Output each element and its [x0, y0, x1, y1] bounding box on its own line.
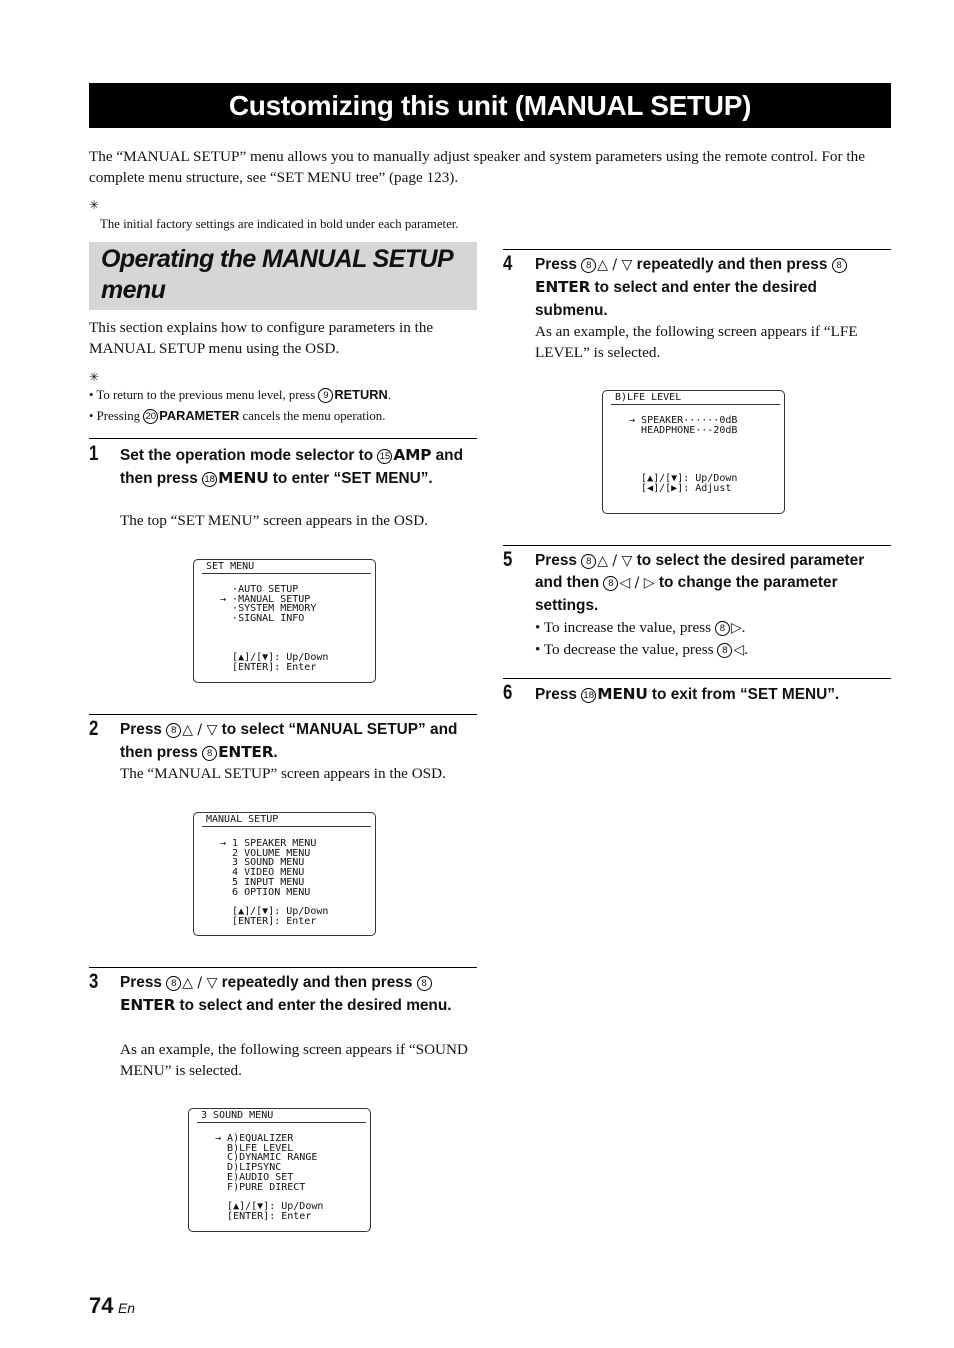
- button-number-badge: 8: [717, 643, 732, 658]
- step-number: 2: [89, 717, 99, 740]
- button-number-badge: 15: [377, 449, 392, 464]
- step-number: 5: [503, 548, 513, 571]
- tip-parameter: • Pressing 20 PARAMETER cancels the menu operation.: [89, 407, 386, 423]
- button-number-badge: 20: [143, 409, 158, 424]
- parameter-key-label: PARAMETER: [159, 407, 240, 423]
- increase-value-bullet: • To increase the value, press 8 ▷.: [535, 619, 746, 636]
- step-divider: [503, 249, 891, 250]
- button-number-badge: 8: [581, 554, 596, 569]
- button-number-badge: 8: [166, 723, 181, 738]
- step-divider: [503, 678, 891, 679]
- step-4-instruction: Press 8 △ / ▽ repeatedly and then press 8ENTER to select and enter the desired submenu.: [535, 254, 891, 322]
- section-heading: [89, 242, 477, 310]
- step-6-instruction: Press 18 MENU to exit from “SET MENU”.: [535, 685, 840, 703]
- step-divider: [89, 967, 477, 968]
- button-number-badge: 8: [166, 976, 181, 991]
- step-1-description: The top “SET MENU” screen appears in the OSD.: [120, 512, 429, 529]
- factory-settings-note: The initial factory settings are indicated in bold under each parameter.: [100, 217, 459, 231]
- up-down-arrows: △ / ▽: [182, 975, 218, 991]
- button-number-badge: 8: [417, 976, 432, 991]
- osd-title: B)LFE LEVEL: [611, 391, 780, 405]
- intro-paragraph: The “MANUAL SETUP” menu allows you to manually adjust speaker and system parameters using the remote control. For the complete menu structure, see “SET MENU tree” (page 123).: [89, 148, 865, 186]
- osd-title: SET MENU: [202, 560, 371, 574]
- osd-menu-lines: ·AUTO SETUP → ·MANUAL SETUP ·SYSTEM MEMORY ·SIGNAL INFO [▲]/[▼]: Up/Down [ENTER]: Enter: [220, 584, 329, 673]
- osd-screen-sound-menu: [188, 1108, 371, 1232]
- osd-menu-lines: → SPEAKER······0dB HEADPHONE··-20dB [▲]/[▼]: Up/Down [◀]/[▶]: Adjust: [629, 415, 738, 494]
- menu-key-label: MENU: [218, 469, 269, 488]
- page-title: Customizing this unit (MANUAL SETUP): [89, 83, 891, 128]
- enter-key-label: ENTER: [535, 278, 591, 297]
- up-down-arrows: △ / ▽: [597, 257, 633, 273]
- button-number-badge: 18: [202, 472, 217, 487]
- osd-title: MANUAL SETUP: [202, 813, 371, 827]
- step-divider: [503, 545, 891, 546]
- osd-screen-manual-setup: [193, 812, 376, 936]
- return-key-label: RETURN: [334, 387, 388, 402]
- left-arrow-icon: ◁: [733, 642, 745, 658]
- section-intro: This section explains how to configure parameters in the MANUAL SETUP menu using the OSD.: [89, 319, 434, 357]
- button-number-badge: 8: [581, 258, 596, 273]
- left-right-arrows: ◁ / ▷: [619, 575, 655, 592]
- up-down-arrows: △ / ▽: [597, 553, 633, 569]
- step-1-instruction: Set the operation mode selector to 15 AMP and then press 18 MENU to enter “SET MENU”.: [120, 446, 463, 488]
- button-number-badge: 9: [318, 388, 333, 403]
- button-number-badge: 8: [202, 746, 217, 761]
- step-divider: [89, 438, 477, 439]
- page-number: 74: [89, 1293, 114, 1318]
- step-2-instruction: Press 8 △ / ▽ to select “MANUAL SETUP” and then press 8 ENTER.: [120, 721, 458, 762]
- button-number-badge: 18: [581, 688, 596, 703]
- step-3-description: As an example, the following screen appears if “SOUND MENU” is selected.: [120, 1041, 468, 1079]
- osd-screen-set-menu: [193, 559, 376, 683]
- page-footer: [89, 1293, 135, 1319]
- section-title: Operating the MANUAL SETUP menu: [101, 245, 453, 304]
- menu-key-label: MENU: [597, 685, 648, 703]
- amp-key-label: AMP: [393, 446, 432, 464]
- decrease-value-bullet: • To decrease the value, press 8 ◁.: [535, 641, 748, 658]
- osd-screen-lfe-level: [602, 390, 785, 514]
- osd-menu-lines: → 1 SPEAKER MENU 2 VOLUME MENU 3 SOUND MENU 4 VIDEO MENU 5 INPUT MENU 6 OPTION MENU [▲]/[▼]: Up/Down [ENTER]: Enter: [220, 838, 329, 927]
- button-number-badge: 8: [832, 258, 847, 273]
- osd-title: 3 SOUND MENU: [197, 1109, 366, 1123]
- button-number-badge: 8: [603, 576, 618, 591]
- step-5-instruction: Press 8 △ / ▽ to select the desired parameter and then 8 ◁ / ▷ to change the parameter settings.: [535, 552, 865, 614]
- step-number: 3: [89, 970, 99, 993]
- language-code: En: [117, 1300, 136, 1316]
- step-number: 1: [89, 442, 99, 465]
- enter-key-label: ENTER: [218, 743, 274, 762]
- tips-list: [89, 385, 479, 426]
- step-4-description: As an example, the following screen appears if “LFE LEVEL” is selected.: [535, 323, 858, 361]
- enter-key-label: ENTER: [120, 996, 176, 1015]
- step-number: 4: [503, 252, 513, 275]
- tip-lightbulb-icon: ✳: [89, 198, 100, 212]
- tip-lightbulb-icon: ✳: [89, 370, 100, 384]
- right-arrow-icon: ▷: [730, 620, 742, 636]
- step-2-description: The “MANUAL SETUP” screen appears in the OSD.: [120, 765, 446, 782]
- osd-menu-lines: → A)EQUALIZER B)LFE LEVEL C)DYNAMIC RANGE D)LIPSYNC E)AUDIO SET F)PURE DIRECT [▲]/[▼]: Up/Down [ENTER]: Enter: [215, 1133, 324, 1222]
- step-5-bullets: [535, 617, 890, 661]
- button-number-badge: 8: [715, 621, 730, 636]
- up-down-arrows: △ / ▽: [182, 722, 218, 738]
- step-divider: [89, 714, 477, 715]
- step-number: 6: [503, 681, 513, 704]
- step-3-instruction: Press 8 △ / ▽ repeatedly and then press 8ENTER to select and enter the desired menu.: [120, 974, 452, 1015]
- tip-return: • To return to the previous menu level, press 9 RETURN.: [89, 387, 391, 402]
